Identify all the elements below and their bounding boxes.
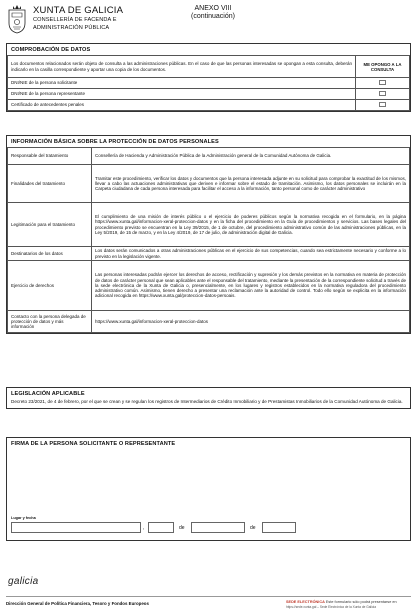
privacy-table (7, 147, 410, 333)
check-row-label: DNI/NIE de la persona solicitante (8, 78, 356, 89)
privacy-contact-link[interactable]: https://www.xunta.gal/informacion-xeral-proteccion-datos (92, 311, 410, 333)
xunta-coat-of-arms-icon (6, 4, 28, 34)
check-cell (356, 100, 410, 111)
table-row (8, 148, 410, 165)
privacy-row-text: El cumplimiento de una misión de interés público o el ejercicio de poderes públicos según la normativa recogida en el formulario, en la página https://www.xunta.gal/informacion-xeral-proteccion-datos y en la ficha del procedimiento en la Guía de procedimientos y servicios. Las bases legales del procedimiento previsto se encuentran en la Ley 39/2015, de 1 de octubre, del procedimiento administrativo común de las administraciones públicas, en la Ley 5/2019, de 15 de marzo, y en la Ley 4/2019, de 17 de julio, de administración digital de Galicia. (92, 203, 410, 247)
table-row (8, 78, 410, 89)
year-field[interactable] (262, 522, 296, 533)
privacy-row-text: Las personas interesadas podrán ejercer los derechos de acceso, rectificación y supresión y los demás previstos en la normativa en materia de protección de datos de carácter personal que sean aplicables ante el responsable del tratamiento, mediante la presentación de la correspondiente solicitud a través de la sede electrónica de la Xunta de Galicia o, presencialmente, en los lugares y registros establecidos en la normativa reguladora del procedimiento administrativo común. Asimismo, tienen derecho a presentar una reclamación ante la autoridad de control. Todo ello según se explicita en la información adicional recogida en https://www.xunta.gal/proteccion-datos-persoais. (92, 261, 410, 311)
oppose-checkbox[interactable] (379, 91, 386, 96)
privacy-row-text: Tramitar este procedimiento, verificar los datos y documentos que la persona interesada adjunte en su solicitud para comprobar la exactitud de los mismos, llevar a cabo las actuaciones administrativas que deriven e informar sobre el estado de tramitación. Asimismo, los datos personales se incluirán en la Carpeta ciudadana de cada persona interesada para facilitar el acceso a la información, tanto personal como de carácter administrativo (92, 165, 410, 203)
data-check-title: COMPROBACIÓN DE DATOS (11, 47, 91, 53)
data-check-table (7, 55, 410, 111)
table-row (8, 247, 410, 261)
check-cell (356, 89, 410, 100)
department-name: Dirección General de Política Financiera, Tesoro y Fondos Europeos (6, 601, 149, 606)
org-sub1: CONSELLERÍA DE FACENDA E (33, 17, 117, 23)
check-row-label: Certificado de antecedentes penales (8, 100, 356, 111)
privacy-row-text: Los datos serán comunicados a otras administraciones públicas en el ejercicio de sus competencias, cuando sea estrictamente necesario y conforme a lo previsto en la legislación vigente. (92, 247, 410, 261)
privacy-row-label: Contacto con la persona delegada de protección de datos y más información (8, 311, 92, 333)
privacy-row-text: Consellería de Hacienda y Administración Pública de la Administración general de la Comunidad Autónoma de Galicia. (92, 148, 410, 165)
month-field[interactable] (191, 522, 245, 533)
privacy-row-label: Responsable del tratamiento (8, 148, 92, 165)
legislation-title: LEGISLACIÓN APLICABLE (11, 391, 85, 397)
oppose-checkbox[interactable] (379, 102, 386, 107)
privacy-row-label: Ejercicio de derechos (8, 261, 92, 311)
organization-block (33, 5, 123, 31)
table-row (8, 203, 410, 247)
legislation-section (6, 387, 411, 409)
check-row-label: DNI/NIE de la persona representante (8, 89, 356, 100)
place-date-label: Lugar y fecha (11, 516, 36, 520)
footer-divider (6, 596, 411, 597)
data-check-section (6, 43, 411, 112)
privacy-row-label: Legitimación para el tratamiento (8, 203, 92, 247)
oppose-column-header: ME OPONGO A LA CONSULTA (356, 56, 410, 78)
table-row (8, 311, 410, 333)
org-sub2: ADMINISTRACIÓN PÚBLICA (33, 24, 110, 31)
sede-url[interactable]: https://sede.xunta.gal – Sede Electrónica de la Xunta de Galicia (286, 605, 377, 609)
de-separator: de (250, 525, 256, 531)
sede-notice (286, 600, 397, 605)
table-row (8, 165, 410, 203)
sede-label: SEDE ELECTRÓNICA (286, 600, 325, 604)
check-cell (356, 78, 410, 89)
comma-separator: , (143, 525, 145, 531)
sede-text: Este formulario sólo podrá presentarse en (325, 600, 397, 604)
data-check-intro: Los documentos relacionados serán objeto de consulta a las administraciones públicas. En el caso de que las personas interesadas se opongan a esta consulta, deberán indicarlo en la casilla correspondiente y aportar una copia de los documentos. (8, 56, 356, 78)
privacy-row-label: Finalidades del tratamiento (8, 165, 92, 203)
table-row (8, 100, 410, 111)
annex-title: ANEXO VIII (194, 5, 232, 12)
table-row (8, 89, 410, 100)
privacy-row-label: Destinatarios de los datos (8, 247, 92, 261)
document-header (6, 4, 411, 38)
annex-subtitle: (continuación) (191, 13, 235, 20)
org-name: XUNTA DE GALICIA (33, 5, 124, 16)
privacy-title: INFORMACIÓN BÁSICA SOBRE LA PROTECCIÓN DE DATOS PERSONALES (11, 139, 219, 145)
day-field[interactable] (148, 522, 174, 533)
table-row (8, 261, 410, 311)
oppose-checkbox[interactable] (379, 80, 386, 85)
annex-title-block (191, 5, 235, 21)
table-row (8, 56, 410, 78)
signature-title: FIRMA DE LA PERSONA SOLICITANTE O REPRESENTANTE (11, 441, 176, 447)
de-separator: de (179, 525, 185, 531)
place-field[interactable] (11, 522, 141, 533)
privacy-section (6, 135, 411, 334)
legislation-text: Decreto 23/2021, de 4 de febrero, por el que se crean y se regulan los registros de Intermediarios de Crédito Inmobiliario y de Prestamistas Inmobiliarios de la Comunidad Autónoma de Galicia. (11, 399, 403, 404)
galicia-brand-logo: galicia (8, 576, 39, 587)
signature-section (6, 437, 411, 541)
